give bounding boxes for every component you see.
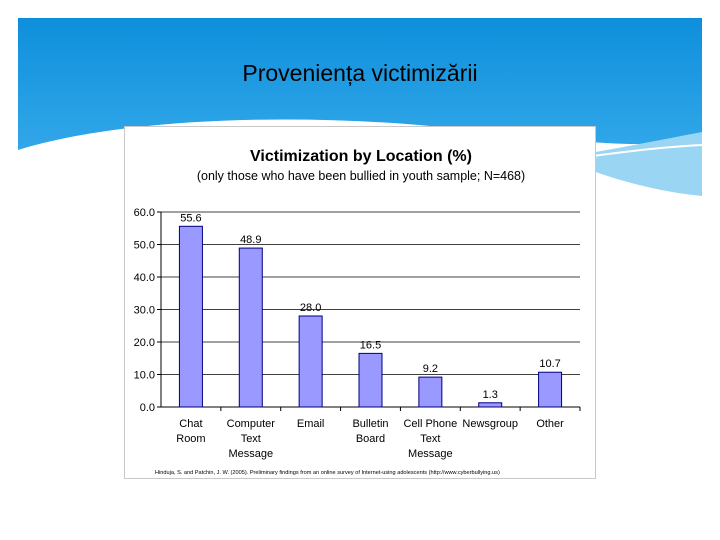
bar-1 [239, 248, 262, 407]
bar-value-label-0: 55.6 [180, 212, 202, 225]
bar-chart [125, 127, 597, 480]
x-tick-label-6-0: Other [536, 418, 564, 430]
y-tick-label-1: 10.0 [133, 369, 155, 382]
x-tick-label-4-1: Text [420, 433, 441, 445]
chart-title: Victimization by Location (%) [250, 148, 472, 165]
y-tick-label-2: 20.0 [133, 337, 155, 349]
bar-value-label-6: 10.7 [539, 358, 561, 371]
bar-value-label-3: 16.5 [359, 339, 382, 352]
source-note: Hinduja, S. and Patchin, J. W. (2005). Preliminary findings from an online survey of Internet-using adolescents (http://www.cyberbullying.us) [155, 470, 500, 476]
bar-value-label-5: 1.3 [482, 388, 498, 401]
bar-0 [179, 226, 202, 407]
x-tick-label-3-0: Bulletin [352, 418, 389, 430]
x-tick-label-2-0: Email [296, 418, 325, 430]
bar-5 [479, 403, 502, 407]
x-tick-label-0-0: Chat [179, 418, 203, 430]
y-tick-label-6: 60.0 [133, 207, 155, 219]
x-tick-label-3-1: Board [355, 433, 386, 445]
x-tick-label-0-1: Room [176, 433, 206, 445]
y-tick-label-4: 40.0 [133, 272, 155, 284]
bar-3 [359, 353, 382, 407]
slide-title: Proveniența victimizării [242, 60, 478, 86]
bar-value-label-1: 48.9 [240, 234, 262, 247]
x-tick-label-4-2: Message [408, 448, 453, 460]
x-tick-label-4-0: Cell Phone [403, 418, 458, 430]
bar-4 [419, 377, 442, 407]
y-tick-label-3: 30.0 [133, 304, 155, 317]
y-tick-label-0: 0.0 [139, 402, 155, 414]
x-tick-label-1-0: Computer [226, 418, 275, 430]
y-tick-label-5: 50.0 [133, 239, 155, 252]
x-tick-label-5-0: Newsgroup [462, 418, 519, 430]
bar-6 [539, 372, 562, 407]
chart-panel [124, 126, 596, 479]
chart-subtitle: (only those who have been bullied in youth sample; N=468) [196, 169, 526, 183]
x-tick-label-1-1: Text [240, 433, 261, 445]
x-tick-label-1-2: Message [228, 448, 274, 460]
bar-2 [299, 316, 322, 407]
bar-value-label-4: 9.2 [422, 363, 439, 376]
bar-value-label-2: 28.0 [299, 302, 322, 314]
